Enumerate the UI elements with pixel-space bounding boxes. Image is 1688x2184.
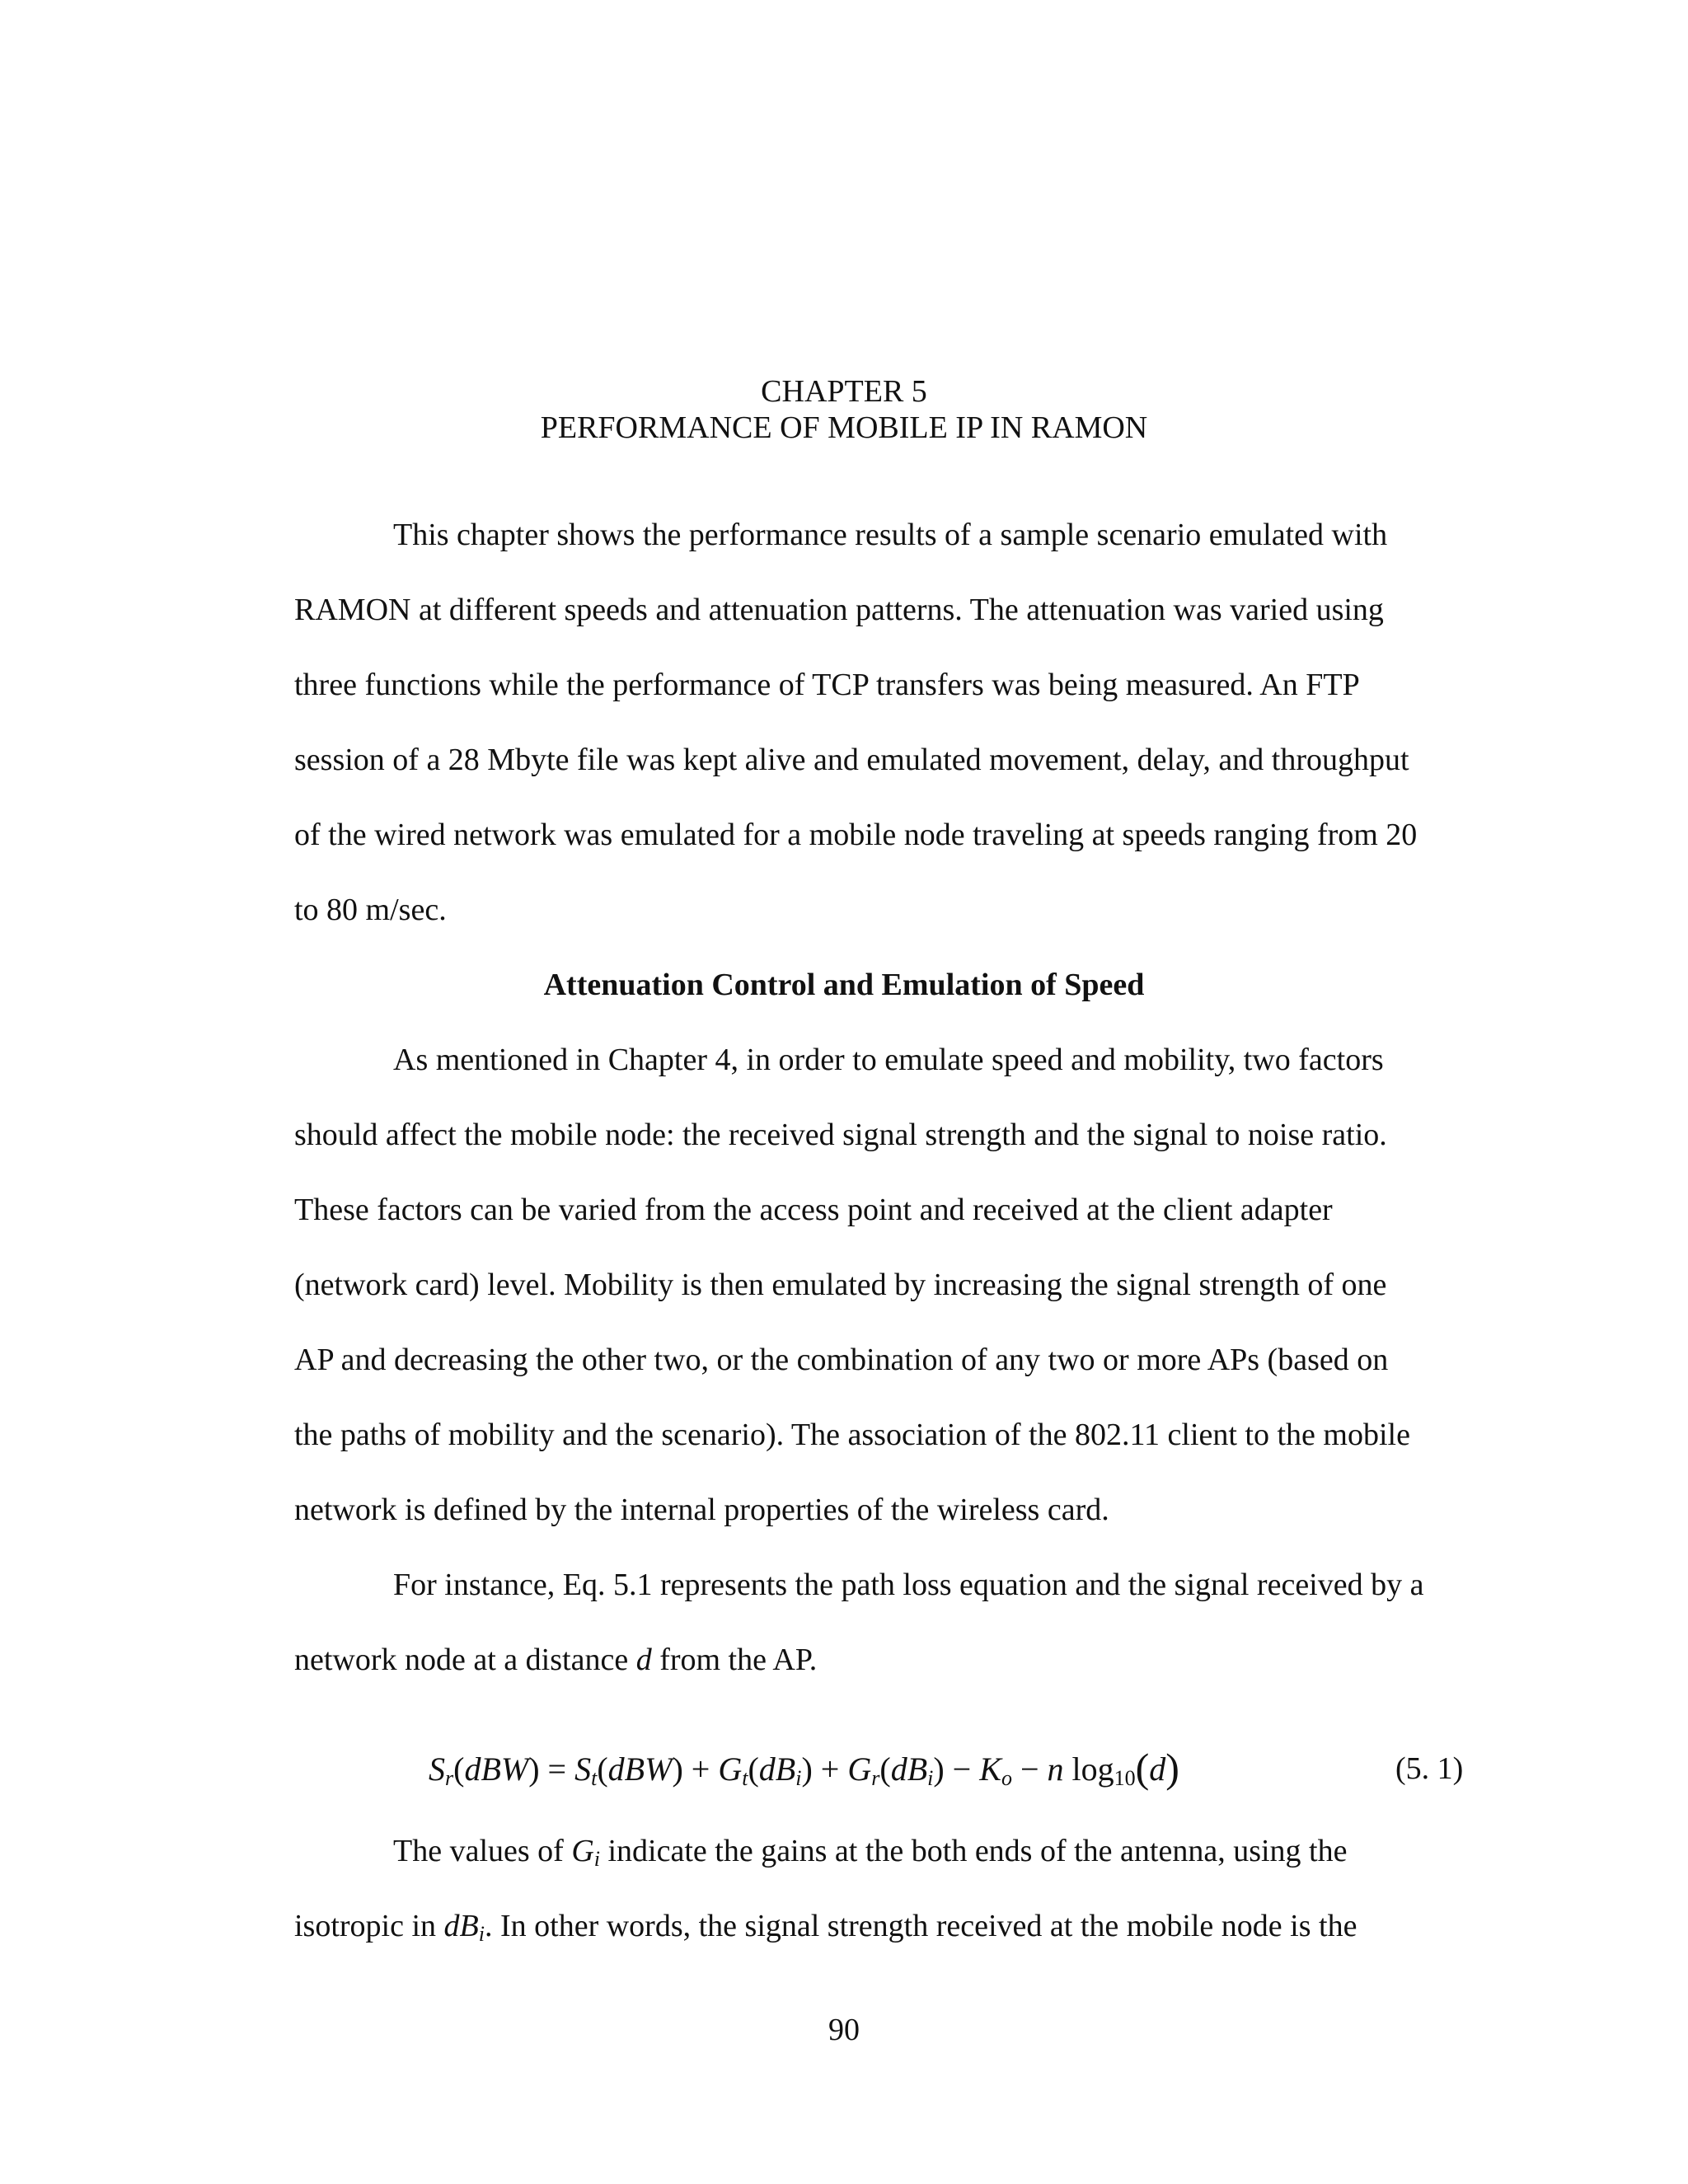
section-line-5: AP and decreasing the other two, or the combination of any two or more APs (based on bbox=[294, 1343, 1389, 1377]
intro-line-3: three functions while the performance of TCP transfers was being measured. An FTP bbox=[294, 668, 1360, 702]
gain-variable: G bbox=[571, 1834, 594, 1868]
intro-line-4: session of a 28 Mbyte file was kept alive and emulated movement, delay, and throughput bbox=[294, 743, 1409, 777]
page-number: 90 bbox=[828, 2013, 860, 2047]
intro-line-5: of the wired network was emulated for a mobile node traveling at speeds ranging from 20 bbox=[294, 818, 1418, 852]
instance-line-2-before: network node at a distance bbox=[294, 1643, 636, 1677]
dbi-subscript: i bbox=[478, 1922, 485, 1946]
chapter-label: CHAPTER 5 bbox=[761, 374, 927, 409]
gains-line-1 bbox=[393, 1833, 1347, 1877]
gains-line-2-before: isotropic in bbox=[294, 1909, 444, 1943]
section-line-7: network is defined by the internal properties of the wireless card. bbox=[294, 1493, 1109, 1527]
gains-line-2-after: . In other words, the signal strength received at the mobile node is the bbox=[485, 1909, 1357, 1943]
gain-subscript: i bbox=[593, 1847, 600, 1871]
path-loss-equation: $S_r(dBW) = S_t(dBW) + G_t(dB_i) + G_r(dB_i) - K_o - n$ $\log_{10}(d)$ bbox=[429, 1745, 1179, 1791]
intro-line-2: RAMON at different speeds and attenuation patterns. The attenuation was varied using bbox=[294, 593, 1384, 627]
instance-line-2-after: from the AP. bbox=[651, 1643, 818, 1677]
intro-line-6: to 80 m/sec. bbox=[294, 893, 447, 927]
gains-line-1-after: indicate the gains at the both ends of the antenna, using the bbox=[600, 1834, 1348, 1868]
instance-line-1: For instance, Eq. 5.1 represents the path loss equation and the signal received by a bbox=[393, 1568, 1424, 1602]
equation-number: (5. 1) bbox=[1395, 1751, 1464, 1786]
section-line-2: should affect the mobile node: the received signal strength and the signal to noise ratio. bbox=[294, 1118, 1387, 1152]
gains-line-2 bbox=[294, 1908, 1357, 1952]
section-line-4: (network card) level. Mobility is then emulated by increasing the signal strength of one bbox=[294, 1268, 1387, 1302]
section-line-6: the paths of mobility and the scenario). The association of the 802.11 client to the mobile bbox=[294, 1418, 1410, 1452]
section-line-3: These factors can be varied from the access point and received at the client adapter bbox=[294, 1193, 1333, 1227]
intro-line-1: This chapter shows the performance results of a sample scenario emulated with bbox=[393, 518, 1388, 552]
dbi-variable: dB bbox=[443, 1909, 479, 1943]
section-heading: Attenuation Control and Emulation of Speed bbox=[543, 968, 1145, 1002]
chapter-title: PERFORMANCE OF MOBILE IP IN RAMON bbox=[540, 410, 1148, 445]
gains-line-1-before: The values of bbox=[393, 1834, 572, 1868]
instance-line-2 bbox=[294, 1642, 817, 1678]
distance-variable: d bbox=[635, 1643, 652, 1677]
section-line-1: As mentioned in Chapter 4, in order to emulate speed and mobility, two factors bbox=[393, 1043, 1384, 1077]
